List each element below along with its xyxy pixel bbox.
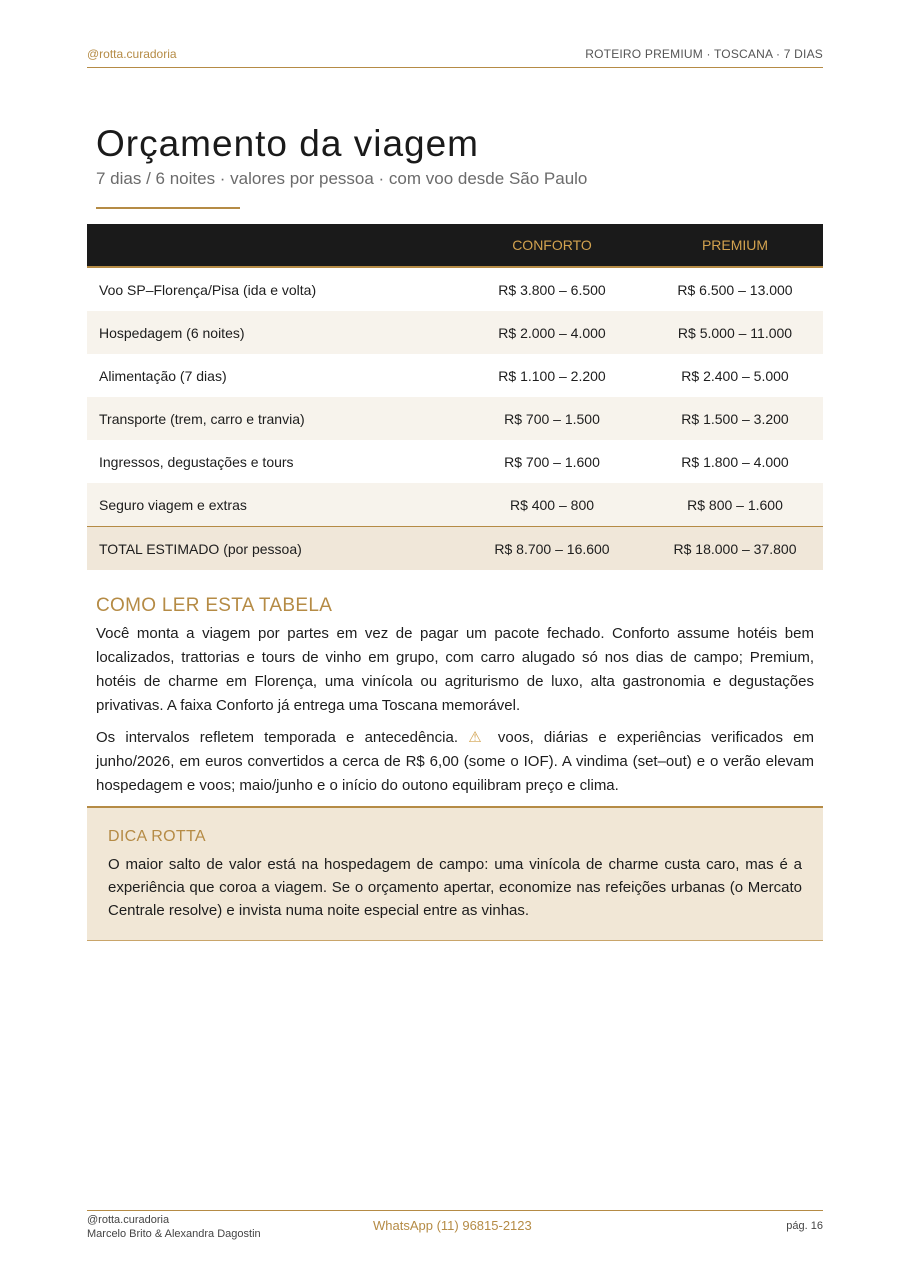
footer-whatsapp-link[interactable]: WhatsApp (11) 96815-2123	[373, 1218, 532, 1233]
row-premium-value: R$ 800 – 1.600	[647, 483, 823, 527]
footer-authors: Marcelo Brito & Alexandra Dagostin	[87, 1228, 261, 1240]
table-row	[87, 397, 823, 440]
table-row	[87, 483, 823, 527]
title-divider	[96, 207, 240, 209]
header-cell-category	[87, 224, 457, 267]
row-category: Ingressos, degustações e tours	[99, 453, 294, 470]
row-category: Seguro viagem e extras	[87, 483, 457, 527]
page-title: Orçamento da viagem	[96, 123, 480, 164]
row-category: Hospedagem (6 noites)	[87, 311, 457, 354]
row-conforto-value: R$ 2.000 – 4.000	[457, 311, 647, 354]
page-number: pág. 16	[786, 1220, 823, 1232]
header-cell-conforto: CONFORTO	[457, 224, 647, 267]
row-category: Voo SP–Florença/Pisa (ida e volta)	[99, 281, 317, 298]
row-premium-value: R$ 6.500 – 13.000	[677, 281, 793, 298]
total-conforto-value: R$ 8.700 – 16.600	[457, 527, 647, 571]
page-subtitle: 7 dias / 6 noites · valores por pessoa · com voo desde São Paulo	[96, 169, 588, 188]
table-row	[87, 311, 823, 354]
table-row	[87, 267, 823, 311]
total-label: TOTAL ESTIMADO (por pessoa)	[87, 527, 457, 571]
tip-text: O maior salto de valor está na hospedagem de campo: uma vinícola de charme custa caro, mas é a experiência que coroa a viagem. Se o orçamento apertar, economize nas refeições urbanas (o Mercato Centrale resolve) e invista numa noite especial entre as vinhas.	[108, 856, 802, 919]
table-row	[87, 440, 823, 483]
row-conforto-value: R$ 700 – 1.500	[457, 397, 647, 440]
row-conforto-value: R$ 1.100 – 2.200	[498, 367, 606, 384]
header-cell-premium: PREMIUM	[647, 224, 823, 267]
footer-handle: @rotta.curadoria	[87, 1214, 170, 1226]
row-premium-value: R$ 2.400 – 5.000	[681, 367, 789, 384]
page-footer	[87, 1210, 823, 1251]
row-premium-value: R$ 1.500 – 3.200	[647, 397, 823, 440]
row-category: Alimentação (7 dias)	[99, 367, 227, 384]
row-conforto-value: R$ 3.800 – 6.500	[498, 281, 606, 298]
table-row	[87, 354, 823, 397]
row-premium-value: R$ 1.800 – 4.000	[681, 453, 789, 470]
row-conforto-value: R$ 700 – 1.600	[504, 453, 600, 470]
budget-table	[87, 224, 823, 570]
row-premium-value: R$ 5.000 – 11.000	[647, 311, 823, 354]
header-brand: @rotta.curadoria	[87, 47, 177, 61]
body-paragraph	[96, 726, 814, 798]
row-conforto-value: R$ 400 – 800	[457, 483, 647, 527]
total-premium-value: R$ 18.000 – 37.800	[647, 527, 823, 571]
section-heading: COMO LER ESTA TABELA	[96, 595, 333, 616]
warning-icon: ⚠	[468, 729, 488, 746]
total-row	[87, 527, 823, 571]
paragraph-text: Os intervalos refletem temporada e antecedência.	[96, 729, 469, 746]
paragraph-text: voos, diárias e experiências verificados em junho/2026, em euros convertidos a cerca de R$ 6,00 (some o IOF). A vindima (set–out) e o verão elevam hospedagem e voos; maio/junho e o início do outono equilibram preço e clima.	[96, 729, 815, 794]
page-header	[87, 46, 823, 68]
tip-title: DICA ROTTA	[108, 828, 206, 845]
row-category: Transporte (trem, carro e tranvia)	[87, 397, 457, 440]
table-header-row	[87, 224, 823, 267]
body-paragraph: Você monta a viagem por partes em vez de pagar um pacote fechado. Conforto assume hotéis bem localizados, trattorias e tours de vinho em grupo, com carro alugado só nos dias de campo; Premium, hotéis de charme em Florença, uma vinícola ou agriturismo de luxo, alta gastronomia e degustações privativas. A faixa Conforto já entrega uma Toscana memorável.	[96, 625, 814, 714]
header-document-title: ROTEIRO PREMIUM · TOSCANA · 7 DIAS	[585, 47, 823, 61]
tip-box	[87, 806, 823, 941]
